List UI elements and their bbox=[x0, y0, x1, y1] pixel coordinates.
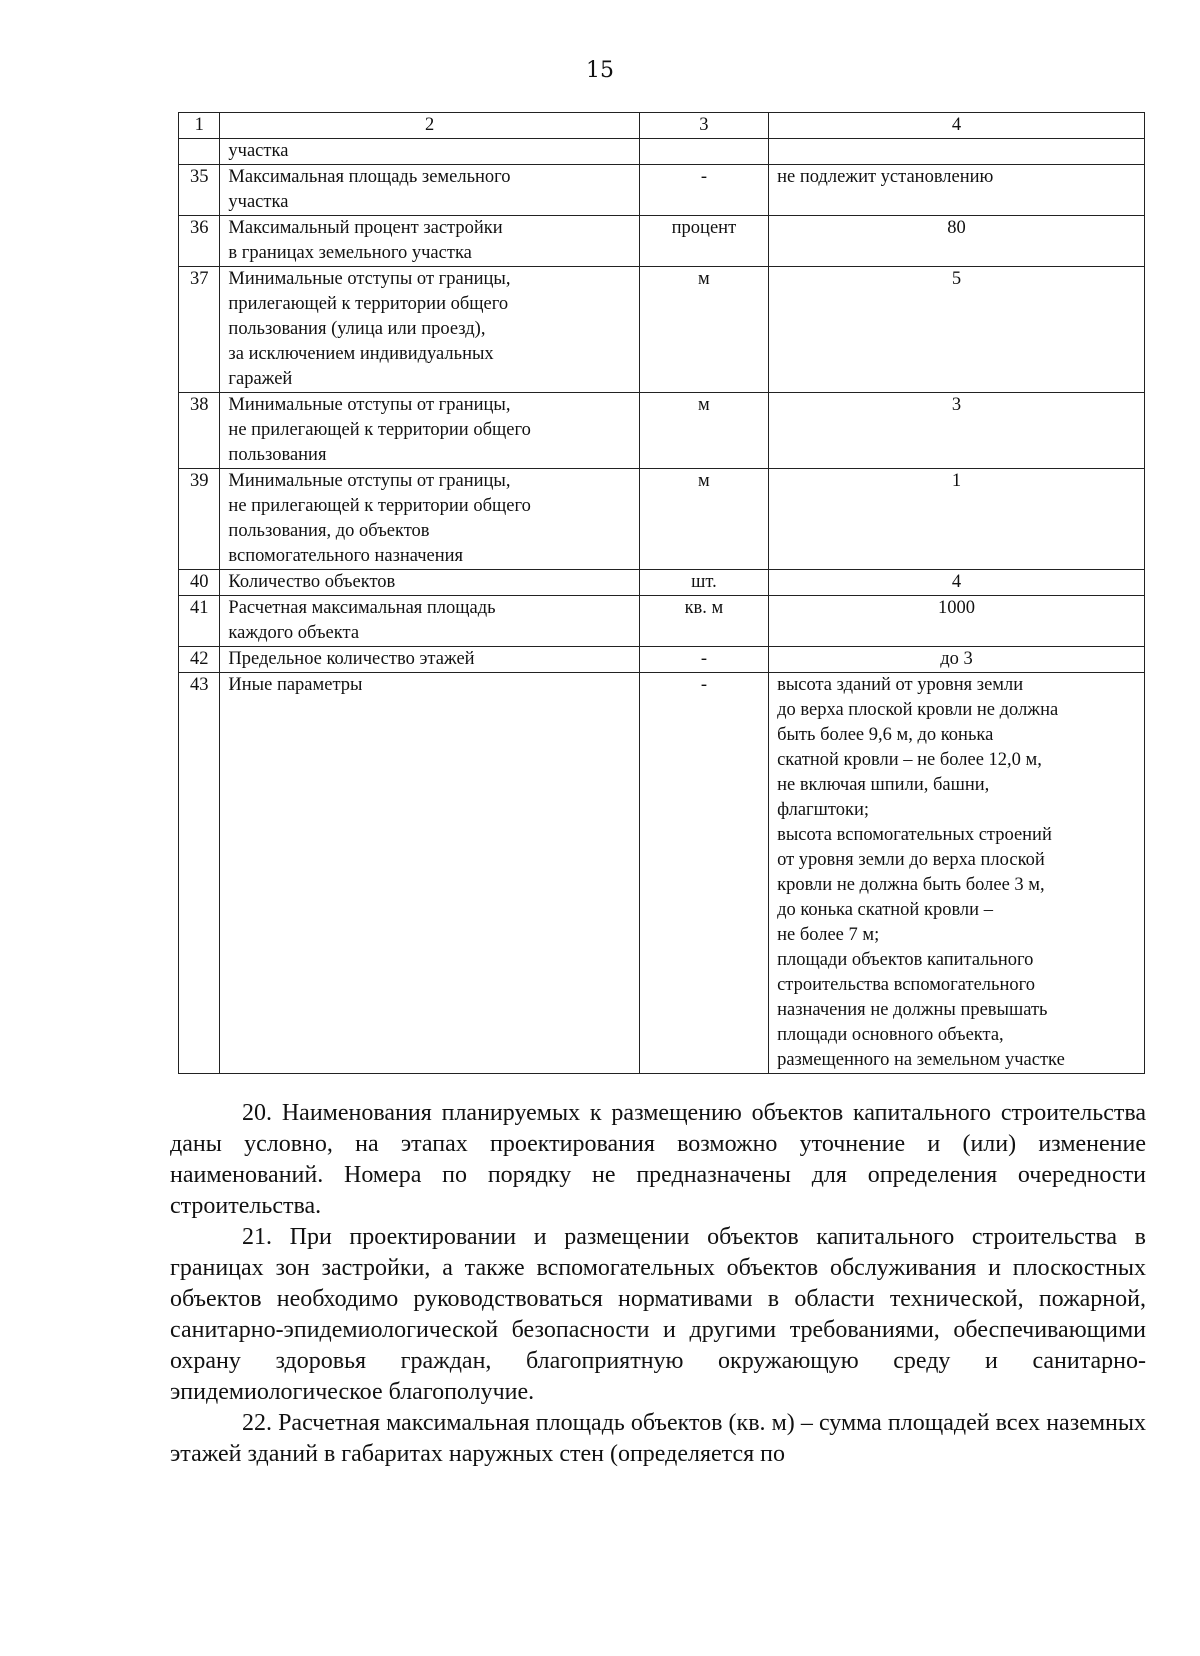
table-row bbox=[179, 596, 1145, 647]
row-number: 39 bbox=[179, 469, 220, 570]
body-text bbox=[170, 1098, 1146, 1470]
parameter-name: Предельное количество этажей bbox=[220, 647, 639, 673]
paragraph-22: 22. Расчетная максимальная площадь объектов (кв. м) – сумма площадей всех наземных этажей зданий в габаритах наружных стен (определяется по bbox=[170, 1410, 1146, 1467]
unit-cell: м bbox=[639, 393, 768, 469]
row-number: 36 bbox=[179, 216, 220, 267]
page-number: 15 bbox=[586, 58, 614, 83]
column-header-3: 3 bbox=[639, 113, 768, 139]
value-cell: 80 bbox=[769, 216, 1145, 267]
value-cell bbox=[769, 139, 1145, 165]
row-number: 41 bbox=[179, 596, 220, 647]
row-number: 42 bbox=[179, 647, 220, 673]
parameter-name: Иные параметры bbox=[220, 673, 639, 1074]
parameter-name: Минимальные отступы от границы, не прилегающей к территории общего пользования, до объектов вспомогательного назначения bbox=[220, 469, 639, 570]
unit-cell: - bbox=[639, 647, 768, 673]
table-row bbox=[179, 139, 1145, 165]
unit-cell: шт. bbox=[639, 570, 768, 596]
table-row bbox=[179, 673, 1145, 1074]
table-header-row bbox=[179, 113, 1145, 139]
row-number: 35 bbox=[179, 165, 220, 216]
unit-cell: - bbox=[639, 673, 768, 1074]
table-row bbox=[179, 165, 1145, 216]
unit-cell bbox=[639, 139, 768, 165]
value-cell: 4 bbox=[769, 570, 1145, 596]
unit-cell: процент bbox=[639, 216, 768, 267]
parameter-name: Минимальные отступы от границы, не прилегающей к территории общего пользования bbox=[220, 393, 639, 469]
column-header-4: 4 bbox=[769, 113, 1145, 139]
row-number bbox=[179, 139, 220, 165]
table-row bbox=[179, 267, 1145, 393]
unit-cell: м bbox=[639, 469, 768, 570]
column-header-2: 2 bbox=[220, 113, 639, 139]
row-number: 37 bbox=[179, 267, 220, 393]
parameter-name: Максимальный процент застройки в границах земельного участка bbox=[220, 216, 639, 267]
value-cell: не подлежит установлению bbox=[769, 165, 1145, 216]
parameter-name: Расчетная максимальная площадь каждого объекта bbox=[220, 596, 639, 647]
parameter-name: участка bbox=[220, 139, 639, 165]
value-cell: 1000 bbox=[769, 596, 1145, 647]
table-body bbox=[179, 139, 1145, 1074]
row-number: 38 bbox=[179, 393, 220, 469]
value-cell: 1 bbox=[769, 469, 1145, 570]
unit-cell: м bbox=[639, 267, 768, 393]
value-cell: 3 bbox=[769, 393, 1145, 469]
table-row bbox=[179, 647, 1145, 673]
row-number: 40 bbox=[179, 570, 220, 596]
value-cell: 5 bbox=[769, 267, 1145, 393]
unit-cell: - bbox=[639, 165, 768, 216]
parameters-table bbox=[178, 112, 1145, 1074]
unit-cell: кв. м bbox=[639, 596, 768, 647]
table-row bbox=[179, 393, 1145, 469]
parameter-name: Минимальные отступы от границы, прилегающей к территории общего пользования (улица или проезд), за исключением индивидуальных гаражей bbox=[220, 267, 639, 393]
value-cell: высота зданий от уровня земли до верха плоской кровли не должна быть более 9,6 м, до конька скатной кровли – не более 12,0 м, не включая шпили, башни, флагштоки; высота вспомогательных строений от уровня земли до верха плоской кровли не должна быть более 3 м, до конька скатной кровли – не более 7 м; площади объектов капитального строительства вспомогательного назначения не должны превышать площади основного объекта, размещенного на земельном участке bbox=[769, 673, 1145, 1074]
table-row bbox=[179, 570, 1145, 596]
column-header-1: 1 bbox=[179, 113, 220, 139]
paragraph-21: 21. При проектировании и размещении объектов капитального строительства в границах зон застройки, а также вспомогательных объектов обслуживания и плоскостных объектов необходимо руководствоваться нормативами в области технической, пожарной, санитарно-эпидемиологической безопасности и другими требованиями, обеспечивающими охрану здоровья граждан, благоприятную окружающую среду и санитарно-эпидемиологическое благополучие. bbox=[170, 1224, 1146, 1405]
table-row bbox=[179, 469, 1145, 570]
paragraph-20: 20. Наименования планируемых к размещению объектов капитального строительства даны условно, на этапах проектирования возможно уточнение и (или) изменение наименований. Номера по порядку не предназначены для определения очередности строительства. bbox=[170, 1100, 1146, 1219]
parameter-name: Максимальная площадь земельного участка bbox=[220, 165, 639, 216]
value-cell: до 3 bbox=[769, 647, 1145, 673]
table-row bbox=[179, 216, 1145, 267]
row-number: 43 bbox=[179, 673, 220, 1074]
parameter-name: Количество объектов bbox=[220, 570, 639, 596]
